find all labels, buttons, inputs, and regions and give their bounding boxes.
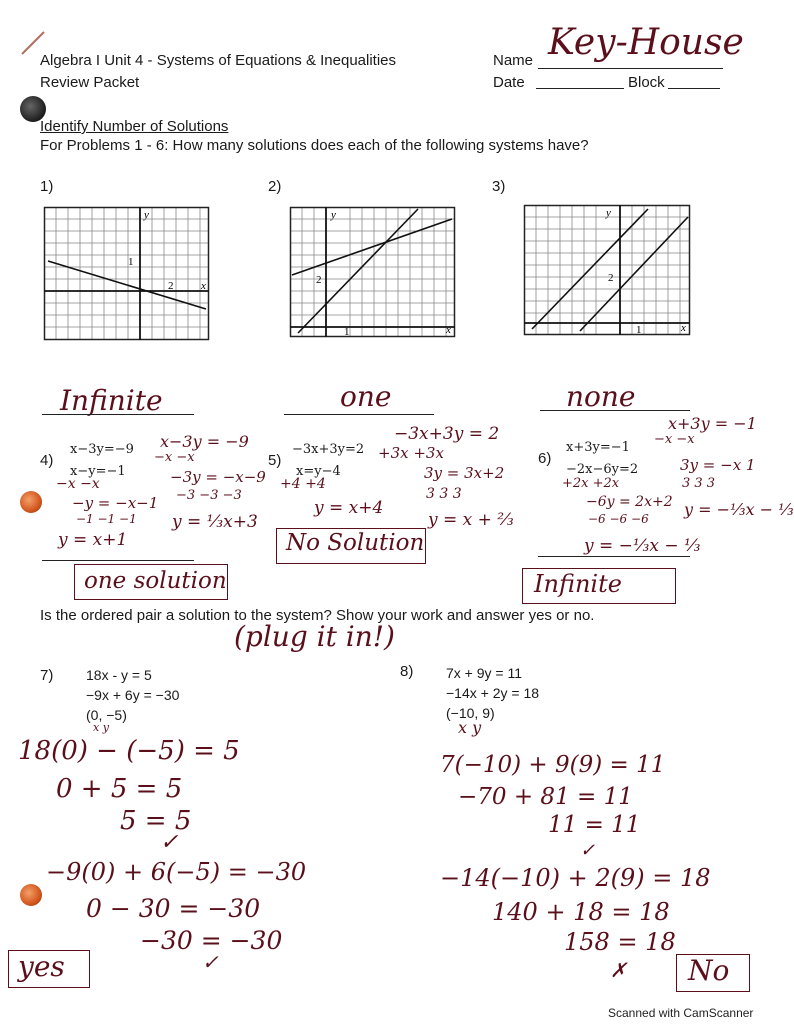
date-line <box>536 88 624 89</box>
graph-3-line-a <box>532 209 648 329</box>
problem-8-cross: ✗ <box>610 958 627 982</box>
graph-3-xlabel: x <box>681 322 686 334</box>
problem-7-eq2: −9x + 6y = −30 <box>86 687 180 703</box>
date-label: Date <box>493 74 525 91</box>
problem-8-point-labels: x y <box>458 718 482 737</box>
graph-2-line-b <box>298 209 418 333</box>
problem-4-answer-line <box>42 560 194 561</box>
problem-8-number: 8) <box>400 663 414 680</box>
problem-8-work-1: 7(−10) + 9(9) = 11 <box>440 752 666 778</box>
graph-1-ytick: 1 <box>128 256 134 268</box>
problem-5-work-left-1: +4 +4 <box>280 476 326 492</box>
problem-8-answer: No <box>688 954 730 987</box>
graph-3-ytick: 2 <box>608 272 614 284</box>
problem-5-work-right-2: +3x +3x <box>378 444 444 462</box>
problem-4-work-left-4: y = x+1 <box>58 530 128 550</box>
scanner-watermark: Scanned with CamScanner <box>608 1006 754 1020</box>
problem-5-work-left-2: y = x+4 <box>314 498 384 518</box>
section2-note: (plug it in!) <box>234 620 395 653</box>
graph-1-xlabel: x <box>201 280 206 292</box>
section-heading: Identify Number of Solutions <box>40 118 229 135</box>
problem-7-work-5: 0 − 30 = −30 <box>86 894 261 923</box>
graph-3-xtick: 1 <box>636 324 642 336</box>
problem-8-work-3: 11 = 11 <box>548 812 641 838</box>
problem-8-eq1: 7x + 9y = 11 <box>446 665 523 681</box>
problem-8-check-1: ✓ <box>580 840 596 861</box>
problem-4-work-right-1: x−3y = −9 <box>160 432 249 451</box>
graph-1-line <box>48 261 206 309</box>
problem-6-eq1: x+3y=−1 <box>566 440 630 455</box>
problem-6-eq2: −2x−6y=2 <box>566 462 639 477</box>
problem-8-work-4: −14(−10) + 2(9) = 18 <box>440 864 711 892</box>
problem-8-work-2: −70 + 81 = 11 <box>458 784 633 810</box>
graph-1 <box>44 207 209 340</box>
problem-4-work-right-2: −x −x <box>154 450 195 465</box>
problem-6-number: 6) <box>538 450 552 467</box>
problem-8-work-5: 140 + 18 = 18 <box>492 898 670 926</box>
problem-6-work-right-1: x+3y = −1 <box>668 414 757 433</box>
name-value: Key-House <box>548 22 744 63</box>
section2-instructions: Is the ordered pair a solution to the system? Show your work and answer yes or no. <box>40 607 595 624</box>
worksheet-title: Algebra I Unit 4 - Systems of Equations & Inequalities <box>40 52 397 69</box>
graph-2-ytick: 2 <box>316 274 322 286</box>
problem-3-answer: none <box>566 380 636 413</box>
punch-hole-middle <box>20 491 42 513</box>
problem-6-answer: Infinite <box>534 570 622 598</box>
problem-6-work-left-1: +2x +2x <box>562 476 620 491</box>
problem-6-answer-line <box>538 556 690 557</box>
block-line <box>668 88 720 89</box>
problem-7-check-1: ✓ <box>160 830 179 855</box>
problem-6-work-right-2: −x −x <box>654 432 695 447</box>
problem-4-answer: one solution <box>84 568 227 594</box>
problem-7-answer: yes <box>18 950 65 983</box>
problem-8-point: (−10, 9) <box>446 705 495 721</box>
problem-4-work-left-2: −y = −x−1 <box>72 494 159 512</box>
block-label: Block <box>628 74 665 91</box>
section-instructions: For Problems 1 - 6: How many solutions does each of the following systems have? <box>40 137 589 154</box>
problem-5-number: 5) <box>268 452 282 469</box>
graph-1-xtick: 2 <box>168 280 174 292</box>
problem-4-work-left-3: −1 −1 −1 <box>76 512 137 526</box>
problem-3-answer-line <box>540 410 690 411</box>
problem-4-work-right-3: −3y = −x−9 <box>170 468 266 486</box>
problem-5-work-right-1: −3x+3y = 2 <box>394 424 500 444</box>
graph-2-ylabel: y <box>331 209 336 221</box>
problem-5-work-right-5: y = x + ⅔ <box>428 510 514 530</box>
problem-7-work-1: 18(0) − (−5) = 5 <box>18 736 240 766</box>
problem-5-eq2: x=y−4 <box>296 464 341 479</box>
problem-7-work-4: −9(0) + 6(−5) = −30 <box>46 858 307 886</box>
problem-7-eq1: 18x - y = 5 <box>86 667 152 683</box>
problem-7-work-2: 0 + 5 = 5 <box>56 774 183 804</box>
problem-7-check-2: ✓ <box>202 950 219 974</box>
graph-1-ylabel: y <box>144 209 149 221</box>
problem-4-work-right-5: y = ⅓x+3 <box>172 512 258 532</box>
problem-2-answer-line <box>284 414 434 415</box>
graph-2-xlabel: x <box>446 324 451 336</box>
problem-7-work-3: 5 = 5 <box>120 806 192 836</box>
problem-7-number: 7) <box>40 667 54 684</box>
name-line <box>538 68 723 69</box>
problem-4-number: 4) <box>40 452 54 469</box>
graph-2 <box>290 207 455 337</box>
problem-4-work-right-4: −3 −3 −3 <box>176 488 242 503</box>
problem-7-point-labels: x y <box>93 721 109 734</box>
problem-4-work-left-1: −x −x <box>56 476 100 492</box>
problem-4-eq1: x−3y=−9 <box>70 442 134 457</box>
problem-6-work-right-5: y = −⅓x − ⅓ <box>684 500 794 519</box>
graph-3 <box>524 205 690 335</box>
problem-7-work-6: −30 = −30 <box>140 926 283 955</box>
problem-6-work-left-4: y = −⅓x − ⅓ <box>584 536 701 556</box>
problem-1-answer: Infinite <box>60 384 163 417</box>
problem-3-number: 3) <box>492 178 506 195</box>
problem-5-answer: No Solution <box>286 530 425 556</box>
problem-1-answer-line <box>42 414 194 415</box>
graph-2-xtick: 1 <box>344 326 350 338</box>
problem-4-eq2: x−y=−1 <box>70 464 126 479</box>
problem-7-point: (0, −5) <box>86 707 127 723</box>
problem-5-work-right-4: 3 3 3 <box>426 486 462 502</box>
graph-1-grid <box>44 207 209 340</box>
problem-6-work-left-2: −6y = 2x+2 <box>586 494 673 510</box>
problem-1-number: 1) <box>40 178 54 195</box>
problem-6-work-left-3: −6 −6 −6 <box>588 512 649 526</box>
problem-5-work-right-3: 3y = 3x+2 <box>424 464 505 482</box>
problem-2-number: 2) <box>268 178 282 195</box>
problem-6-work-right-3: 3y = −x 1 <box>680 456 756 474</box>
punch-hole-bottom <box>20 884 42 906</box>
graph-3-ylabel: y <box>606 207 611 219</box>
problem-6-work-right-4: 3 3 3 <box>682 476 716 491</box>
worksheet-subtitle: Review Packet <box>40 74 140 91</box>
name-label: Name <box>493 52 534 69</box>
problem-8-work-6: 158 = 18 <box>564 928 676 956</box>
problem-5-eq1: −3x+3y=2 <box>292 442 365 457</box>
problem-8-eq2: −14x + 2y = 18 <box>446 685 540 701</box>
problem-2-answer: one <box>340 380 392 413</box>
